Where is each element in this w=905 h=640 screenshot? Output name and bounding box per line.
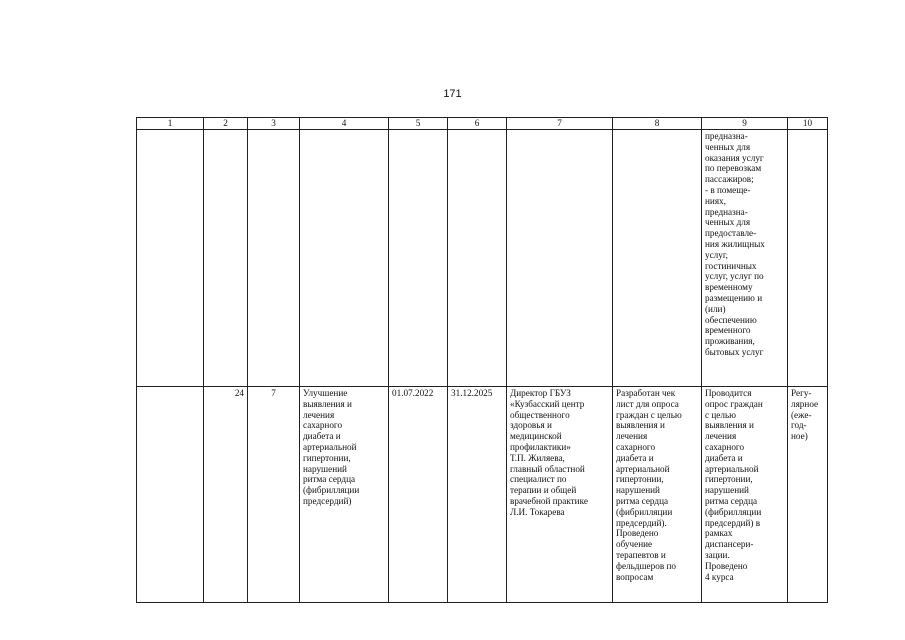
cell-c10: Регу- лярное (еже- год- ное) (788, 387, 828, 603)
cell-c7: Директор ГБУЗ «Кузбасский центр общественного здоровья и медицинской профилактики» Т.П. Жиляева, главный областной специалист по терапии и общей врачебной практике Л.И. Токарева (507, 387, 613, 603)
col-header-6: 6 (448, 118, 507, 130)
cell-c5 (389, 130, 448, 387)
cell-c2: 24 (204, 387, 248, 603)
cell-c1 (137, 387, 204, 603)
col-header-1: 1 (137, 118, 204, 130)
cell-c8: Разработан чек лист для опроса граждан с целью выявления и лечения сахарного диабета и артериальной гипертонии, нарушений ритма сердца (фибрилляции предсердий). Проведено обучение терапевтов и фельдшеров по вопросам (613, 387, 702, 603)
cell-c1 (137, 130, 204, 387)
col-header-10: 10 (788, 118, 828, 130)
table-row (137, 387, 828, 603)
col-header-8: 8 (613, 118, 702, 130)
cell-c7 (507, 130, 613, 387)
col-header-9: 9 (702, 118, 788, 130)
cell-c6 (448, 130, 507, 387)
table-row (137, 130, 828, 387)
cell-c9: предназна- ченных для оказания услуг по перевозкам пассажиров; - в помеще- ниях, предназна- ченных для предоставле- ния жилищных услуг, гостиничных услуг, услуг по временному размещению и (или) обеспечению временного проживания, бытовых услуг (702, 130, 788, 387)
cell-c3 (248, 130, 300, 387)
col-header-7: 7 (507, 118, 613, 130)
page-number: 171 (443, 88, 462, 100)
col-header-2: 2 (204, 118, 248, 130)
cell-c2 (204, 130, 248, 387)
cell-c6: 31.12.2025 (448, 387, 507, 603)
cell-c4 (300, 130, 389, 387)
col-header-3: 3 (248, 118, 300, 130)
cell-c5: 01.07.2022 (389, 387, 448, 603)
measures-table (136, 117, 828, 603)
cell-c4: Улучшение выявления и лечения сахарного диабета и артериальной гипертонии, нарушений ритма сердца (фибрилляции предсердий) (300, 387, 389, 603)
cell-c9: Проводится опрос граждан с целью выявления и лечения сахарного диабета и артериальной гипертонии, нарушений ритма сердца (фибрилляции предсердий) в рамках диспансери- зации. Проведено 4 курса (702, 387, 788, 603)
cell-c8 (613, 130, 702, 387)
header-row (137, 118, 828, 130)
cell-c10 (788, 130, 828, 387)
cell-c3: 7 (248, 387, 300, 603)
col-header-5: 5 (389, 118, 448, 130)
col-header-4: 4 (300, 118, 389, 130)
